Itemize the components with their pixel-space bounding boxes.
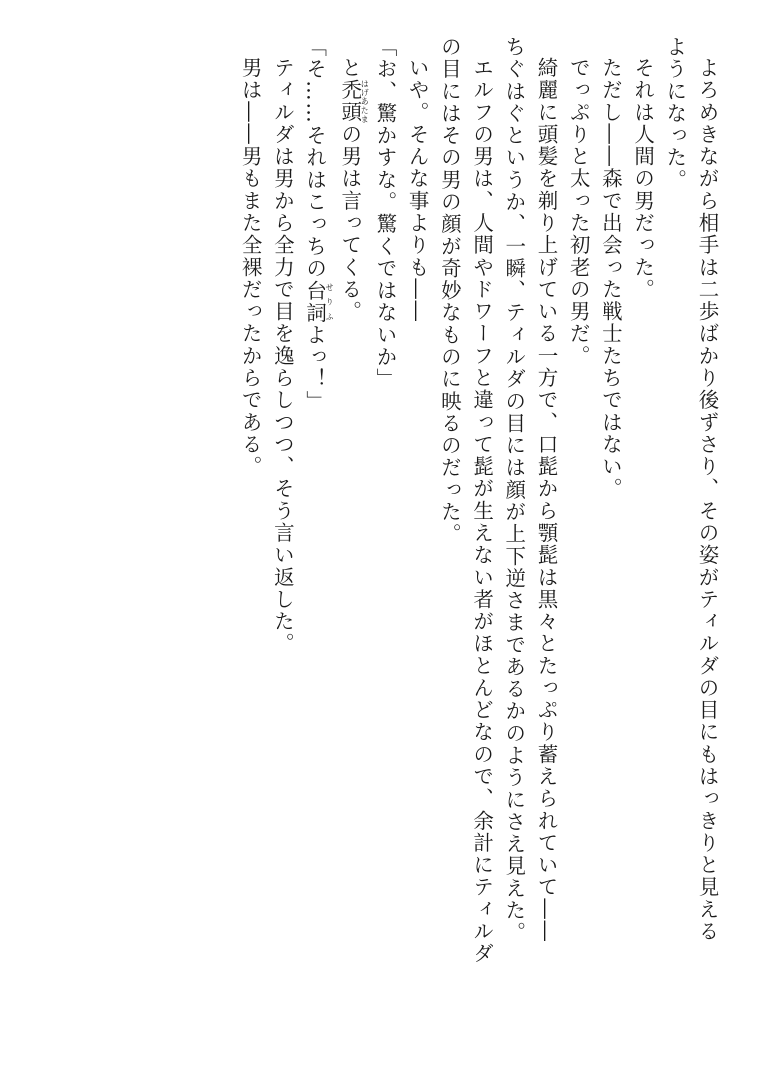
text-line: ようになった。 <box>662 36 687 191</box>
text-line-with-ruby <box>334 36 369 1046</box>
text-line: いや。そんな事よりも―― <box>405 56 430 323</box>
text-line: 綺麗に頭髪を剃り上げている一方で、口髭から顎髭は黒々とたっぷり蓄えられていて―― <box>533 56 558 943</box>
text-line: よろめきながら相手は二歩ばかり後ずさり、その姿がティルダの目にもはっきりと見える <box>695 56 719 943</box>
text-line: 「お、驚かすな。驚くではないか」 <box>372 36 397 391</box>
text-line-with-ruby <box>298 36 333 1046</box>
text-line: それは人間の男だった。 <box>630 56 655 301</box>
text-line: ただし――森で出会った戦士たちではない。 <box>598 56 623 500</box>
ruby-reading: せりふ <box>325 279 335 324</box>
text-segment: よっ！」 <box>302 323 327 413</box>
text-line: ティルダは男から全力で目を逸らしつつ、そう言い返した。 <box>270 56 295 655</box>
text-line: でっぷりと太った初老の男だ。 <box>566 56 591 367</box>
text-line: ちぐはぐというか、一瞬、ティルダの目には顔が上下逆さまであるかのようにさえ見えた。 <box>501 36 526 944</box>
text-line: の目にはその男の顔が奇妙なものに映るのだった。 <box>437 36 462 546</box>
vertical-text-block <box>234 36 723 1046</box>
text-line: エルフの男は、人間やドワーフと違って髭が生えない者がほとんどなので、余計にティルダ <box>469 56 494 965</box>
text-segment: と <box>337 56 362 79</box>
ruby-word <box>337 78 370 123</box>
ruby-word <box>302 279 335 324</box>
ruby-reading: はげあたま <box>360 78 370 123</box>
text-segment: 「そ……それはこっちの <box>302 36 327 280</box>
ruby-base: 禿頭 <box>337 78 362 123</box>
ruby-base: 台詞 <box>302 279 327 324</box>
text-segment: の男は言ってくる。 <box>337 122 362 323</box>
text-line: 男は――男もまた全裸だったからである。 <box>238 56 263 478</box>
